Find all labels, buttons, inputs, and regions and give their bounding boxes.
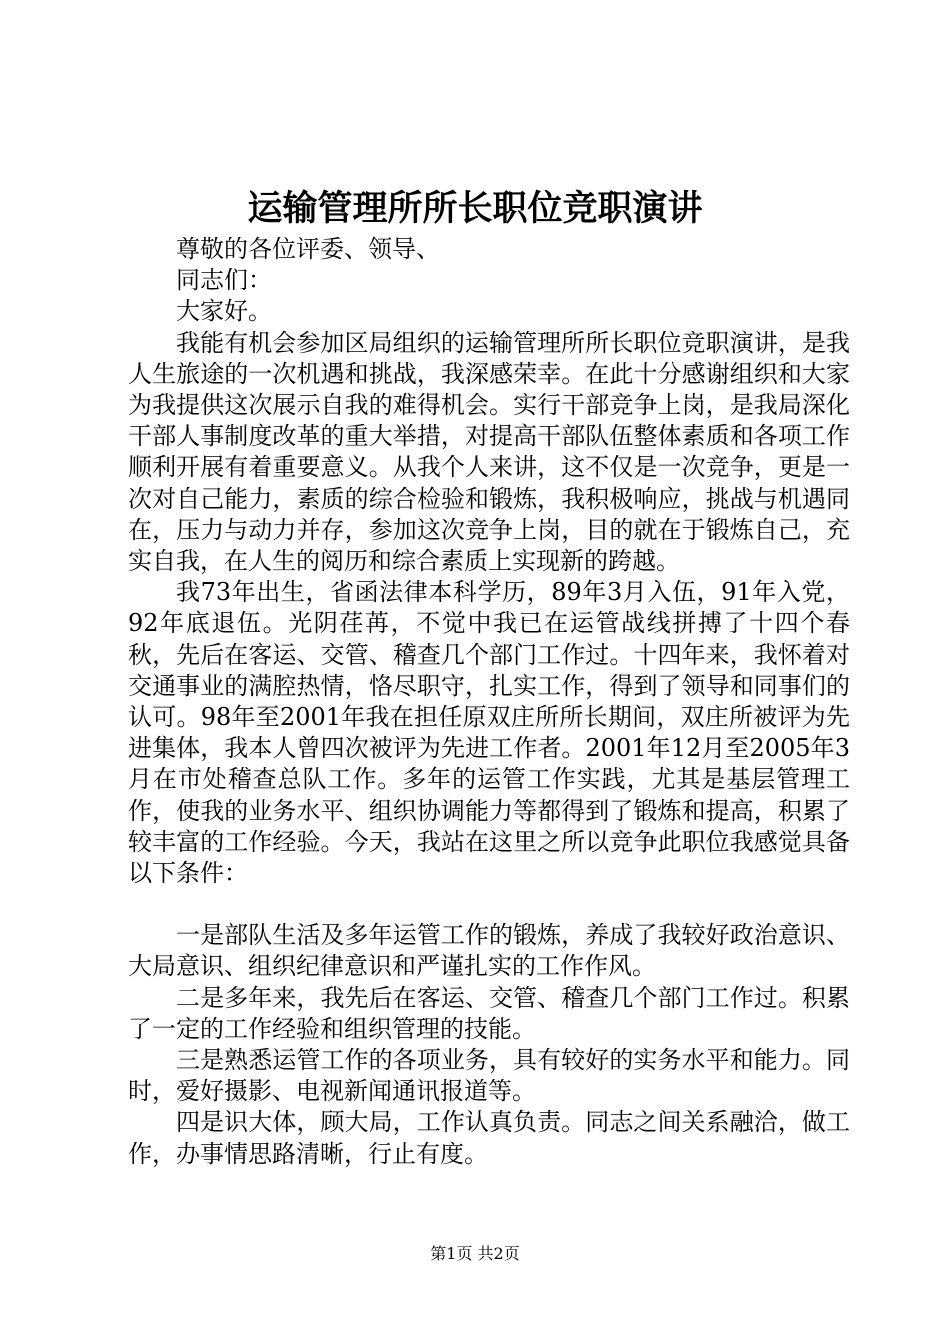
page-number-footer: 第1页 共2页 (430, 1244, 520, 1263)
salutation-line: 尊敬的各位评委、领导、 (176, 235, 440, 263)
blank-line (128, 889, 850, 920)
salutation-line: 同志们： (176, 266, 272, 295)
document-title: 运输管理所所长职位竞职演讲 (247, 188, 703, 229)
paragraph: 四是识大体，顾大局，工作认真负责。同志之间关系融洽，做工作，办事情思路清晰，行止有度。 (128, 1108, 850, 1168)
paragraph: 我73年出生，省函法律本科学历，89年3月入伍，91年入党，92年底退伍。光阴荏苒，不觉中我已在运管战线拼搏了十四个春秋，先后在客运、交管、稽查几个部门工作过。十四年来，我怀着对交通事业的满腔热情，恪尽职守，扎实工作，得到了领导和同事们的认可。98年至2001年我在担任原双庄所所长期间，双庄所被评为先进集体，我本人曾四次被评为先进工作者。2001年12月至2005年3月在市处稽查总队工作。多年的运管工作实践，尤其是基层管理工作，使我的业务水平、组织协调能力等都得到了锻炼和提高，积累了较丰富的工作经验。今天，我站在这里之所以竞争此职位我感觉具备以下条件： (128, 578, 850, 888)
paragraph: 二是多年来，我先后在客运、交管、稽查几个部门工作过。积累了一定的工作经验和组织管理的技能。 (128, 983, 850, 1043)
paragraph: 三是熟悉运管工作的各项业务，具有较好的实务水平和能力。同时，爱好摄影、电视新闻通讯报道等。 (128, 1046, 850, 1106)
paragraph: 我能有机会参加区局组织的运输管理所所长职位竞职演讲，是我人生旅途的一次机遇和挑战，我深感荣幸。在此十分感谢组织和大家为我提供这次展示自我的难得机会。实行干部竞争上岗，是我局深化干部人事制度改革的重大举措，对提高干部队伍整体素质和各项工作顺利开展有着重要意义。从我个人来讲，这不仅是一次竞争，更是一次对自己能力，素质的综合检验和锻炼，我积极响应，挑战与机遇同在，压力与动力并存，参加这次竞争上岗，目的就在于锻炼自己，充实自我，在人生的阅历和综合素质上实现新的跨越。 (128, 328, 850, 576)
salutation-line: 大家好。 (176, 297, 272, 326)
paragraph: 一是部队生活及多年运管工作的锻炼，养成了我较好政治意识、大局意识、组织纪律意识和严谨扎实的工作作风。 (128, 921, 850, 981)
document-body (128, 234, 850, 1170)
